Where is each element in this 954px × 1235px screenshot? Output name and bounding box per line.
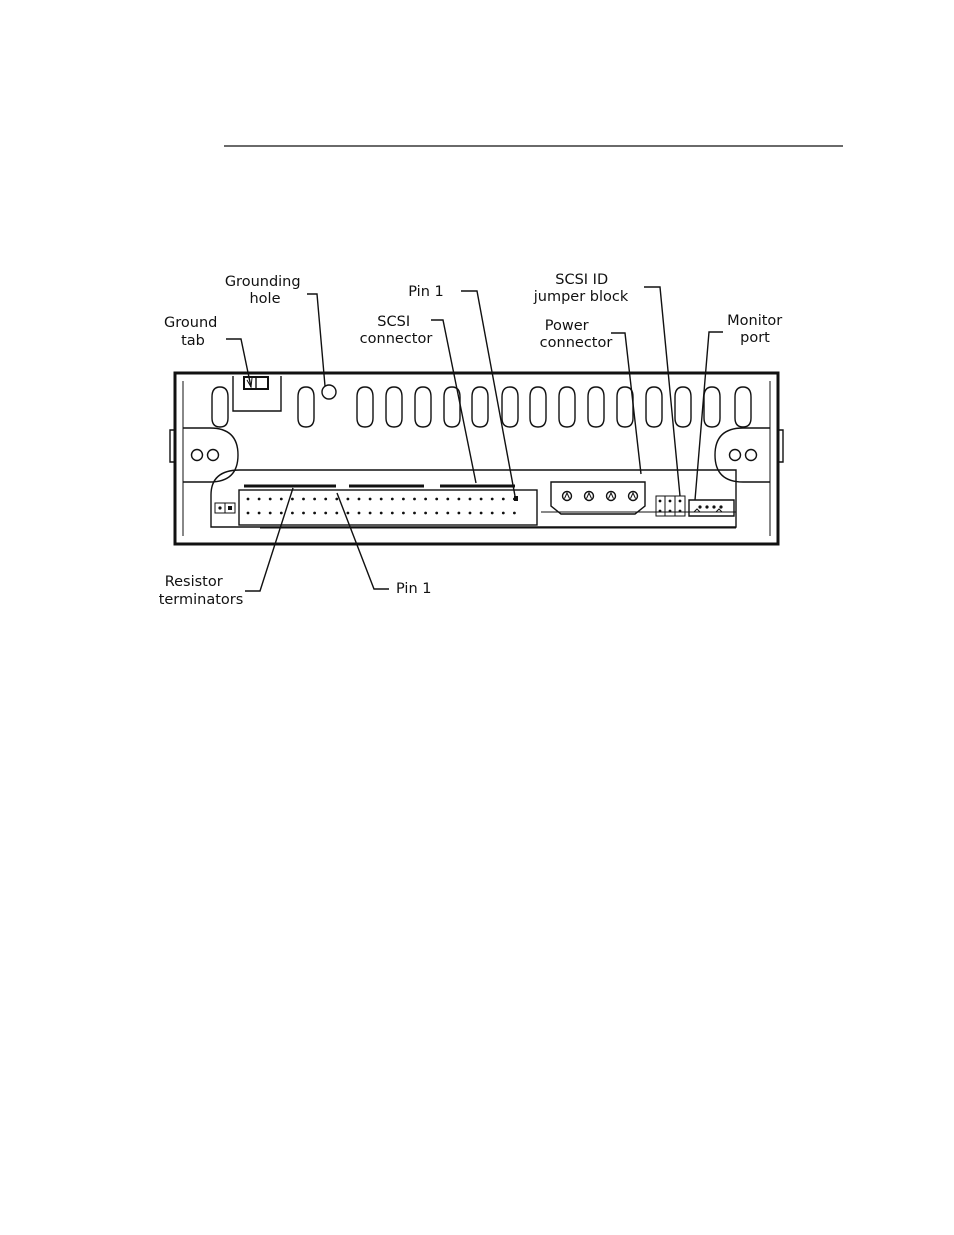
power-pin-mark — [631, 493, 636, 499]
scsi-pin — [247, 512, 250, 515]
scsi-pin-1-marker — [514, 496, 518, 501]
vent-slot — [530, 387, 546, 427]
ground-tab — [233, 376, 281, 411]
scsi-pin — [358, 498, 361, 501]
scsi-connector — [239, 490, 537, 525]
scsi-pin — [502, 498, 505, 501]
scsi-pin — [335, 512, 338, 515]
label-grounding-hole: Grounding hole — [224, 274, 301, 307]
scsi-pin — [413, 512, 416, 515]
option-jumper — [215, 503, 235, 513]
vent-slot — [559, 387, 575, 427]
grounding-hole — [322, 385, 336, 399]
scsi-pin — [391, 498, 394, 501]
label-scsi-id-jumper-block: SCSI ID jumper block — [533, 272, 629, 305]
scsi-pin — [402, 512, 405, 515]
vent-slot — [357, 387, 373, 427]
power-pin-mark — [565, 493, 570, 499]
scsi-pin — [413, 498, 416, 501]
scsi-pin — [380, 498, 383, 501]
vent-slot — [646, 387, 662, 427]
scsi-pin — [502, 512, 505, 515]
scsi-pin — [424, 512, 427, 515]
label-pin1-top: Pin 1 — [408, 284, 444, 300]
scsi-pin — [291, 512, 294, 515]
vent-slot — [617, 387, 633, 427]
label-monitor-port: Monitor port — [727, 313, 783, 346]
scsi-pin — [313, 498, 316, 501]
monitor-port — [689, 500, 734, 516]
scsi-pin — [313, 512, 316, 515]
power-connector — [551, 482, 645, 514]
scsi-pin — [369, 498, 372, 501]
scsi-pin — [347, 498, 350, 501]
scsi-pin — [269, 498, 272, 501]
scsi-pin — [402, 498, 405, 501]
vent-slot — [298, 387, 314, 427]
vent-slot — [704, 387, 720, 427]
scsi-pin — [435, 498, 438, 501]
scsi-pin — [458, 512, 461, 515]
label-ground-tab: Ground tab — [164, 315, 218, 349]
scsi-pin — [347, 512, 350, 515]
scsi-pin — [280, 498, 283, 501]
scsi-pin — [469, 498, 472, 501]
scsi-pin — [480, 498, 483, 501]
power-pin-mark — [587, 493, 592, 499]
scsi-pin — [480, 512, 483, 515]
scsi-pin — [491, 512, 494, 515]
scsi-pin — [369, 512, 372, 515]
scsi-pin — [324, 498, 327, 501]
scsi-pin — [491, 498, 494, 501]
scsi-pin — [258, 512, 261, 515]
scsi-pin — [513, 512, 516, 515]
scsi-pin — [435, 512, 438, 515]
scsi-pin — [280, 512, 283, 515]
vent-slot — [675, 387, 691, 427]
vent-slot — [502, 387, 518, 427]
vent-slot — [588, 387, 604, 427]
scsi-pin — [324, 512, 327, 515]
vent-slot — [386, 387, 402, 427]
scsi-pin — [424, 498, 427, 501]
power-pin-mark — [609, 493, 614, 499]
scsi-pin — [358, 512, 361, 515]
label-scsi-connector: SCSI connector — [359, 314, 433, 347]
vent-slot — [735, 387, 751, 427]
scsi-pin — [335, 498, 338, 501]
vent-slot — [415, 387, 431, 427]
vent-slot — [472, 387, 488, 427]
label-power-connector: Power connector — [539, 318, 613, 351]
scsi-pin — [291, 498, 294, 501]
scsi-pin — [247, 498, 250, 501]
label-resistor-terminators: Resistor terminators — [158, 574, 244, 608]
vent-slot — [212, 387, 228, 427]
scsi-pin — [446, 512, 449, 515]
scsi-id-jumper-block — [656, 496, 685, 516]
scsi-pin — [380, 512, 383, 515]
scsi-pin — [469, 512, 472, 515]
scsi-pin — [258, 498, 261, 501]
scsi-pin — [446, 498, 449, 501]
scsi-pin — [302, 512, 305, 515]
scsi-pin — [269, 512, 272, 515]
label-pin1-bottom: Pin 1 — [396, 581, 432, 597]
scsi-pin — [458, 498, 461, 501]
scsi-pin — [302, 498, 305, 501]
scsi-pin — [391, 512, 394, 515]
